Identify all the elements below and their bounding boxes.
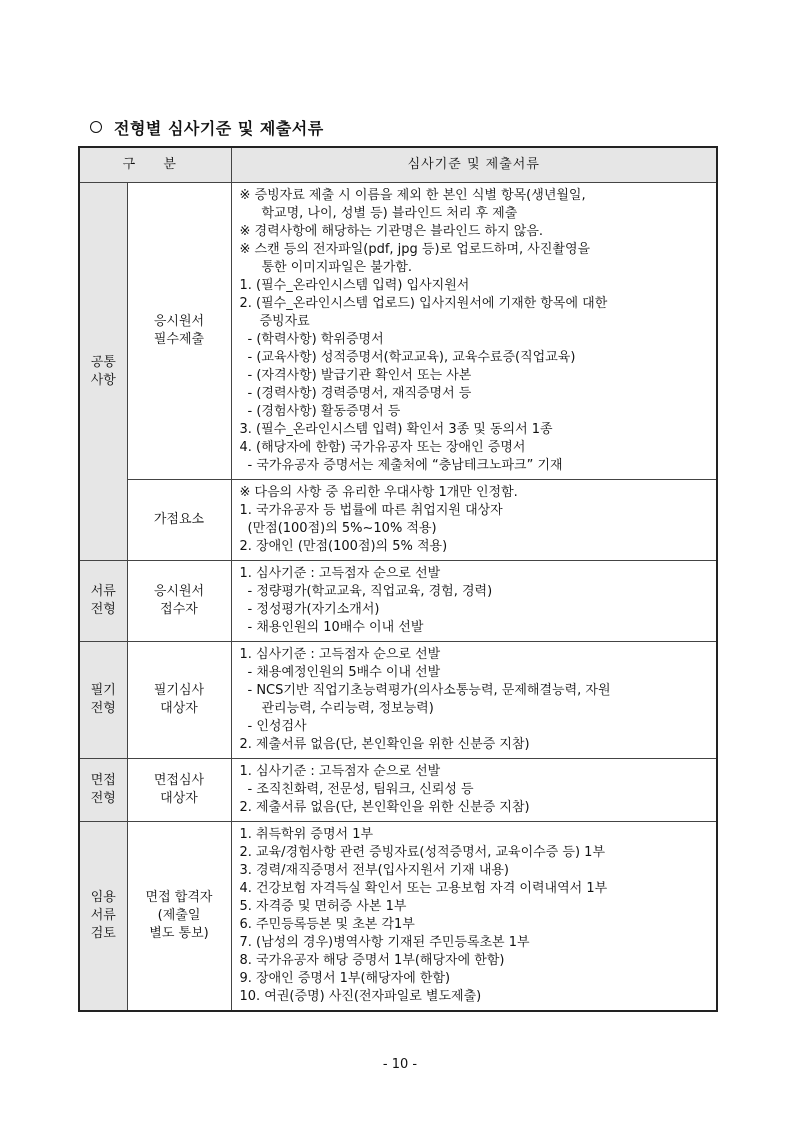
header-row bbox=[79, 147, 717, 183]
category-document: 서류 전형 bbox=[79, 561, 127, 642]
criteria-hiring: 1. 취득학위 증명서 1부 2. 교육/경험사항 관련 증빙자료(성적증명서, 교육이수증 등) 1부 3. 경력/재직증명서 전부(입사지원서 기재 내용) 4. 건강보험 자격득실 확인서 또는 고용보험 자격 이력내역서 1부 5. 자격증 및 면허증 사본 1부 6. 주민등록등본 및 초본 각1부 7. (남성의 경우)병역사항 기재된 주민등록초본 1부 8. 국가유공자 해당 증명서 1부(해당자에 한함) 9. 장애인 증명서 1부(해당자에 한함) 10. 여권(증명) 사진(전자파일로 별도제출) bbox=[231, 822, 717, 1012]
page-number: - 10 - bbox=[382, 1057, 418, 1072]
row-hiring bbox=[79, 822, 717, 1012]
row-written bbox=[79, 642, 717, 759]
circle-bullet-icon bbox=[90, 121, 102, 133]
label-application: 응시원서 필수제출 bbox=[127, 183, 231, 480]
row-interview bbox=[79, 759, 717, 822]
header-criteria: 심사기준 및 제출서류 bbox=[231, 147, 717, 183]
row-common-bonus bbox=[79, 480, 717, 561]
row-common-application bbox=[79, 183, 717, 480]
category-written: 필기 전형 bbox=[79, 642, 127, 759]
label-written: 필기심사 대상자 bbox=[127, 642, 231, 759]
label-bonus: 가점요소 bbox=[127, 480, 231, 561]
label-interview: 면접심사 대상자 bbox=[127, 759, 231, 822]
criteria-written: 1. 심사기준 : 고득점자 순으로 선발 - 채용예정인원의 5배수 이내 선발 - NCS기반 직업기초능력평가(의사소통능력, 문제해결능력, 자원 관리능력, 수리능력, 정보능력) - 인성검사 2. 제출서류 없음(단, 본인확인을 위한 신분증 지참) bbox=[231, 642, 717, 759]
category-interview: 면접 전형 bbox=[79, 759, 127, 822]
category-hiring: 임용 서류 검토 bbox=[79, 822, 127, 1012]
section-title: 전형별 심사기준 및 제출서류 bbox=[114, 119, 324, 138]
section-heading bbox=[90, 116, 324, 139]
criteria-document: 1. 심사기준 : 고득점자 순으로 선발 - 정량평가(학교교육, 직업교육, 경험, 경력) - 정성평가(자기소개서) - 채용인원의 10배수 이내 선발 bbox=[231, 561, 717, 642]
criteria-bonus: ※ 다음의 사항 중 유리한 우대사항 1개만 인정함. 1. 국가유공자 등 법률에 따른 취업지원 대상자 (만점(100점)의 5%∼10% 적용) 2. 장애인 (만점(100점)의 5% 적용) bbox=[231, 480, 717, 561]
row-document bbox=[79, 561, 717, 642]
criteria-interview: 1. 심사기준 : 고득점자 순으로 선발 - 조직친화력, 전문성, 팀워크, 신뢰성 등 2. 제출서류 없음(단, 본인확인을 위한 신분증 지참) bbox=[231, 759, 717, 822]
criteria-application: ※ 증빙자료 제출 시 이름을 제외 한 본인 식별 항목(생년월일, 학교명, 나이, 성별 등) 블라인드 처리 후 제출 ※ 경력사항에 해당하는 기관명은 블라인드 하지 않음. ※ 스캔 등의 전자파일(pdf, jpg 등)로 업로드하며, 사진촬영을 통한 이미지파일은 불가함. 1. (필수_온라인시스템 입력) 입사지원서 2. (필수_온라인시스템 업로드) 입사지원서에 기재한 항목에 대한 증빙자료 - (학력사항) 학위증명서 - (교육사항) 성적증명서(학교교육), 교육수료증(직업교육) - (자격사항) 발급기관 확인서 또는 사본 - (경력사항) 경력증명서, 재직증명서 등 - (경험사항) 활동증명서 등 3. (필수_온라인시스템 입력) 확인서 3종 및 동의서 1종 4. (해당자에 한함) 국가유공자 또는 장애인 증명서 - 국가유공자 증명서는 제출처에 “충남테크노파크” 기재 bbox=[231, 183, 717, 480]
screening-table bbox=[78, 146, 718, 1012]
label-document: 응시원서 접수자 bbox=[127, 561, 231, 642]
category-common: 공통 사항 bbox=[79, 183, 127, 561]
header-gubun: 구 분 bbox=[79, 147, 231, 183]
label-hiring: 면접 합격자 (제출일 별도 통보) bbox=[127, 822, 231, 1012]
